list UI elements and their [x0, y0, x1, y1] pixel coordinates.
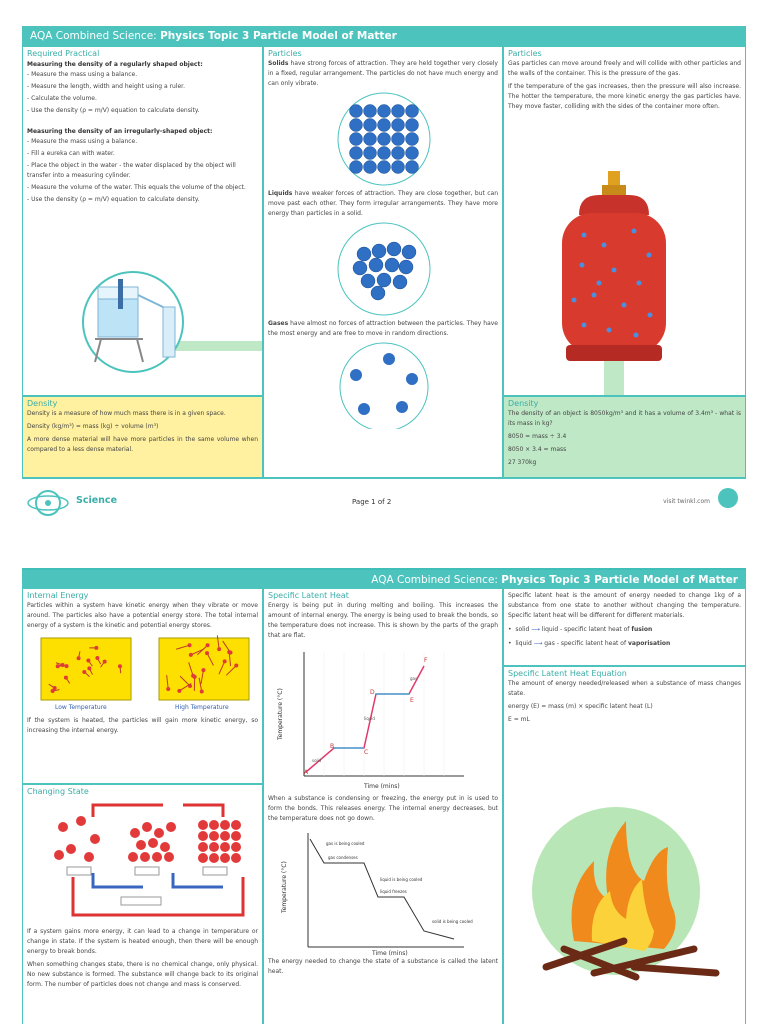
- heated-particle: [77, 656, 81, 660]
- solid-state-particle: [220, 831, 230, 841]
- gas-particle-dot: [572, 298, 577, 303]
- state-change-text-1: If a system gains more energy, it can lead to a change in temperature or change in state. If the system is heated enough, then there will be enough energy to break bonds.: [27, 928, 258, 955]
- gas-particle-dot: [592, 293, 597, 298]
- liquid-state-particle: [152, 852, 162, 862]
- graph1-point-label: A: [304, 769, 309, 776]
- regular-step-item: - Measure the length, width and height using a ruler.: [27, 83, 185, 90]
- gas-pressure-text-2: If the temperature of the gas increases, then the pressure will also increase. The hotter the temperature, the more kinetic energy the gas particles have. They move faster, colliding with the sides of the container more often.: [508, 83, 741, 110]
- solid-state-particle: [209, 853, 219, 863]
- density-answer: 27 370kg: [508, 459, 537, 466]
- latent-heat-equation-panel: [503, 666, 746, 1024]
- heating-effect-text: If the system is heated, the particles will gain more kinetic energy, so increasing the internal energy.: [27, 717, 258, 734]
- page-number: Page 1 of 2: [352, 498, 392, 506]
- density-step-1: 8050 = mass ÷ 3.4: [508, 433, 567, 440]
- high-temperature-label: High Temperature: [175, 704, 229, 711]
- equation-symbols: E = mL: [508, 716, 530, 723]
- solid-particle: [392, 119, 405, 132]
- heated-particle: [223, 659, 227, 663]
- solids-word: Solids: [268, 60, 289, 67]
- regular-step-item: - Calculate the volume.: [27, 95, 97, 102]
- liquid-state-particle: [140, 852, 150, 862]
- heated-particle: [86, 659, 90, 663]
- heated-particle: [51, 689, 55, 693]
- liquids-word: Liquids: [268, 190, 293, 197]
- irregular-object-heading: Measuring the density of an irregularly-shaped object:: [27, 128, 213, 135]
- graph1-x-label: Time (mins): [364, 783, 400, 790]
- gas-particle-dot: [597, 281, 602, 286]
- solid-particle: [364, 119, 377, 132]
- heating-curve-graph: [264, 644, 503, 794]
- solid-particle: [406, 147, 419, 160]
- title-prefix: AQA Combined Science:: [30, 30, 157, 42]
- graph2-y-label: Temperature (°C): [281, 861, 288, 913]
- particles-heading: Particles: [268, 49, 302, 58]
- solid-state-particle: [198, 820, 208, 830]
- heated-particle: [205, 651, 209, 655]
- gas-particle-dot: [612, 268, 617, 273]
- irregular-step-item: - Fill a eureka can with water.: [27, 150, 115, 157]
- solid-particle: [406, 161, 419, 174]
- latent-heat-definition-panel: [503, 588, 746, 666]
- latent-heat-text-2: When a substance is condensing or freezing, the energy put in is used to form the bonds. This releases energy. The internal energy decreases, but the temperature does not go down.: [268, 795, 498, 822]
- irregular-steps-list: [23, 137, 262, 205]
- gas-particle-dot: [632, 229, 637, 234]
- heated-particle: [201, 668, 205, 672]
- heated-particle: [229, 651, 233, 655]
- changing-state-panel: [22, 784, 263, 1024]
- heated-particle: [103, 660, 107, 664]
- solid-particle: [406, 105, 419, 118]
- solid-particle: [350, 105, 363, 118]
- solids-text: [264, 59, 502, 89]
- heated-particle: [188, 643, 192, 647]
- gas-state-particle: [84, 852, 94, 862]
- solid-particle: [350, 161, 363, 174]
- specific-latent-heat-panel: [263, 588, 503, 1024]
- liquid-state-particle: [130, 828, 140, 838]
- graph1-point-label: F: [424, 657, 428, 664]
- density-panel: [22, 396, 263, 478]
- solid-particle: [364, 133, 377, 146]
- latent-heat-text-3: The energy needed to change the state of a substance is called the latent heat.: [268, 958, 498, 975]
- solid-state-particle: [231, 853, 241, 863]
- specific-latent-heat-heading: Specific Latent Heat: [268, 591, 349, 600]
- gas-particle-dot: [622, 303, 627, 308]
- graph2-phase-label: solid is being cooled: [432, 919, 473, 924]
- temperature-particles-diagram: [23, 634, 263, 704]
- gas-state-particle: [90, 834, 100, 844]
- gas-particle-dot: [634, 333, 639, 338]
- liquid-state-particle: [164, 852, 174, 862]
- title-prefix-2: AQA Combined Science:: [371, 574, 498, 586]
- gas-state-particle: [54, 850, 64, 860]
- solid-particle: [406, 133, 419, 146]
- graph1-state-label: liquid: [364, 716, 375, 721]
- heated-particle: [234, 664, 238, 668]
- gas-particle-dot: [648, 313, 653, 318]
- solid-particle: [364, 147, 377, 160]
- liquid-state-particle: [166, 822, 176, 832]
- solid-state-particle: [198, 842, 208, 852]
- graph2-phase-label: gas condenses: [328, 855, 358, 860]
- required-practical-panel: [22, 46, 263, 396]
- gases-description: have almost no forces of attraction between the particles. They have the most energy and are free to move in random directions.: [268, 320, 498, 337]
- equation-heading: Specific Latent Heat Equation: [508, 669, 627, 678]
- heated-particle: [87, 666, 91, 670]
- solid-state-particle: [209, 831, 219, 841]
- latent-heat-text-1: Energy is being put in during melting and boiling. This increases the amount of internal energy. The energy is being used to break the bonds, so the temperature does not increase. This is shown by the parts of the graph that are flat.: [268, 602, 498, 639]
- gases-word: Gases: [268, 320, 289, 327]
- solid-particle: [378, 161, 391, 174]
- heated-particle: [118, 664, 122, 668]
- solid-particle: [364, 105, 377, 118]
- gas-pressure-panel: [503, 46, 746, 396]
- regular-step-item: - Measure the mass using a balance.: [27, 71, 138, 78]
- page-2-title-bar: [22, 570, 746, 590]
- solid-particle: [350, 147, 363, 160]
- density-step-2: 8050 × 3.4 = mass: [508, 446, 567, 453]
- graph2-x-label: Time (mins): [372, 950, 408, 957]
- title-main: Physics Topic 3 Particle Model of Matter: [160, 30, 397, 42]
- solid-state-particle: [220, 820, 230, 830]
- solid-state-particle: [231, 820, 241, 830]
- footer-brand: Science: [76, 495, 118, 506]
- solid-state-particle: [198, 831, 208, 841]
- page-1-footer: [22, 478, 746, 522]
- liquid-state-particle: [136, 840, 146, 850]
- gas-particle-dot: [582, 233, 587, 238]
- heated-particle: [206, 643, 210, 647]
- gases-text: [264, 319, 502, 339]
- solid-particle: [392, 105, 405, 118]
- latent-heat-definition: Specific latent heat is the amount of energy needed to change 1kg of a substance from one state to another without changing the temperature. Specific latent heat will be different for different materials.: [508, 592, 741, 619]
- eureka-can-illustration: [23, 267, 263, 377]
- heated-particle: [82, 670, 86, 674]
- gas-state-particle: [76, 816, 86, 826]
- solid-particle: [392, 147, 405, 160]
- gas-particle-dot: [580, 263, 585, 268]
- solid-particle: [378, 119, 391, 132]
- heated-particle: [177, 689, 181, 693]
- low-temperature-label: Low Temperature: [55, 704, 107, 711]
- liquid-particles-diagram: [264, 219, 503, 319]
- graph1-point-label: E: [410, 697, 414, 704]
- equation-description: The amount of energy needed/released when a substance of mass changes state.: [508, 680, 741, 697]
- heated-particle: [189, 653, 193, 657]
- solid-particle: [406, 119, 419, 132]
- solid-particle: [392, 133, 405, 146]
- solid-particle: [364, 161, 377, 174]
- temperature-labels: [23, 704, 262, 716]
- heated-particle: [217, 647, 221, 651]
- equation-words: energy (E) = mass (m) × specific latent heat (L): [508, 703, 653, 710]
- liquids-description: have weaker forces of attraction. They are close together, but can move past each other. They form irregular arrangements. They have more energy than particles in a solid.: [268, 190, 498, 217]
- density-question: The density of an object is 8050kg/m³ and it has a volume of 3.4m³ - what is its mass in kg?: [508, 410, 741, 427]
- solid-state-particle: [220, 842, 230, 852]
- state-change-diagram: [23, 797, 263, 927]
- gas-particles-heading: Particles: [508, 49, 542, 58]
- state-change-text-2: When something changes state, there is no chemical change, only physical. No new substance is formed. The substance will change back to its original form. The number of particles does not change and mass is conserved.: [27, 961, 258, 988]
- internal-energy-text: Particles within a system have kinetic energy when they vibrate or move around. The particles also have a potential energy store. The total internal energy of a system is the kinetic and potential energy stores.: [27, 602, 258, 629]
- page-2: [22, 568, 746, 1024]
- bonfire-illustration: [504, 781, 746, 1001]
- gas-pressure-text-1: Gas particles can move around freely and will collide with other particles and the walls of the container. This is the pressure of the gas.: [508, 60, 741, 77]
- density-heading: Density: [27, 399, 58, 408]
- graph1-y-label: Temperature (°C): [277, 688, 284, 740]
- solid-state-particle: [220, 853, 230, 863]
- graph2-phase-label: gas is being cooled: [326, 841, 365, 846]
- twinkl-badge-icon: [716, 486, 740, 516]
- heated-particle: [191, 674, 195, 678]
- solid-state-particle: [209, 842, 219, 852]
- page-1-title-bar: [22, 26, 746, 46]
- graph1-state-label: gas: [410, 676, 418, 681]
- heated-particle: [166, 687, 170, 691]
- cooling-curve-graph: [264, 827, 503, 957]
- regular-object-heading: Measuring the density of a regularly shaped object:: [27, 61, 203, 68]
- visit-link[interactable]: visit twinkl.com: [663, 498, 710, 505]
- heated-particle: [65, 664, 69, 668]
- irregular-step-item: - Use the density (ρ = m/V) equation to calculate density.: [27, 196, 200, 203]
- gas-particle-dot: [607, 328, 612, 333]
- heated-particle: [95, 656, 99, 660]
- gas-particle-dot: [602, 243, 607, 248]
- solid-state-particle: [209, 820, 219, 830]
- arrow-icon: ⟶: [533, 640, 543, 647]
- liquid-state-particle: [160, 842, 170, 852]
- heated-particle: [56, 664, 60, 668]
- science-logo-icon: [26, 483, 72, 523]
- arrow-icon: ⟶: [531, 626, 540, 633]
- required-practical-heading: Required Practical: [27, 49, 100, 58]
- particles-states-panel: [263, 46, 503, 478]
- liquids-text: [264, 189, 502, 219]
- gas-particles-diagram: [264, 339, 503, 429]
- gas-particle-dot: [582, 323, 587, 328]
- title-main-2: Physics Topic 3 Particle Model of Matter: [501, 574, 738, 586]
- liquid-state-particle: [128, 852, 138, 862]
- solid-state-particle: [231, 831, 241, 841]
- density-equation: Density (kg/m³) = mass (kg) ÷ volume (m³): [27, 423, 159, 430]
- graph1-state-label: solid: [312, 758, 322, 763]
- liquid-state-particle: [154, 828, 164, 838]
- graph1-point-label: C: [364, 749, 369, 756]
- heated-particle: [61, 663, 65, 667]
- internal-energy-panel: [22, 588, 263, 784]
- solid-particle: [378, 147, 391, 160]
- gas-state-particle: [66, 844, 76, 854]
- internal-energy-heading: Internal Energy: [27, 591, 89, 600]
- page-1: [22, 26, 746, 522]
- liquid-state-particle: [142, 822, 152, 832]
- density-definition: Density is a measure of how much mass there is in a given space.: [27, 410, 226, 417]
- solids-description: have strong forces of attraction. They are held together very closely in a fixed, regular arrangement. The particles do not have much energy and can only vibrate.: [268, 60, 498, 87]
- solid-particle: [350, 133, 363, 146]
- irregular-step-item: - Measure the volume of the water. This equals the volume of the object.: [27, 184, 246, 191]
- graph2-phase-label: liquid freezes: [380, 889, 407, 894]
- solid-particle: [350, 119, 363, 132]
- solid-particle: [378, 133, 391, 146]
- solid-state-particle: [198, 853, 208, 863]
- heated-particle: [200, 690, 204, 694]
- liquid-state-particle: [148, 838, 158, 848]
- solid-particle: [378, 105, 391, 118]
- gas-particle-dot: [647, 253, 652, 258]
- density-comparison: A more dense material will have more particles in the same volume when compared to a less dense material.: [27, 436, 258, 453]
- changing-state-heading: Changing State: [27, 787, 89, 796]
- gas-particle-dot: [637, 281, 642, 286]
- density-example-heading: Density: [508, 399, 539, 408]
- graph2-phase-label: liquid is being cooled: [380, 877, 423, 882]
- density-example-panel: [503, 396, 746, 478]
- graph1-point-label: D: [370, 689, 375, 696]
- regular-step-item: - Use the density (ρ = m/V) equation to calculate density.: [27, 107, 200, 114]
- vaporisation-bullet: • liquid ⟶ gas - specific latent heat of vaporisation: [508, 640, 671, 647]
- fusion-bullet: • solid ⟶ liquid - specific latent heat of fusion: [508, 626, 653, 633]
- solid-particles-diagram: [264, 89, 503, 189]
- irregular-step-item: - Place the object in the water - the water displaced by the object will transfer into a measuring cylinder.: [27, 162, 236, 179]
- heated-particle: [94, 646, 98, 650]
- irregular-step-item: - Measure the mass using a balance.: [27, 138, 138, 145]
- regular-steps-list: [23, 70, 262, 116]
- heated-particle: [64, 676, 68, 680]
- solid-particle: [392, 161, 405, 174]
- graph1-point-label: B: [330, 743, 335, 750]
- solid-state-particle: [231, 842, 241, 852]
- gas-state-particle: [58, 822, 68, 832]
- gas-cylinder-illustration: [504, 165, 746, 395]
